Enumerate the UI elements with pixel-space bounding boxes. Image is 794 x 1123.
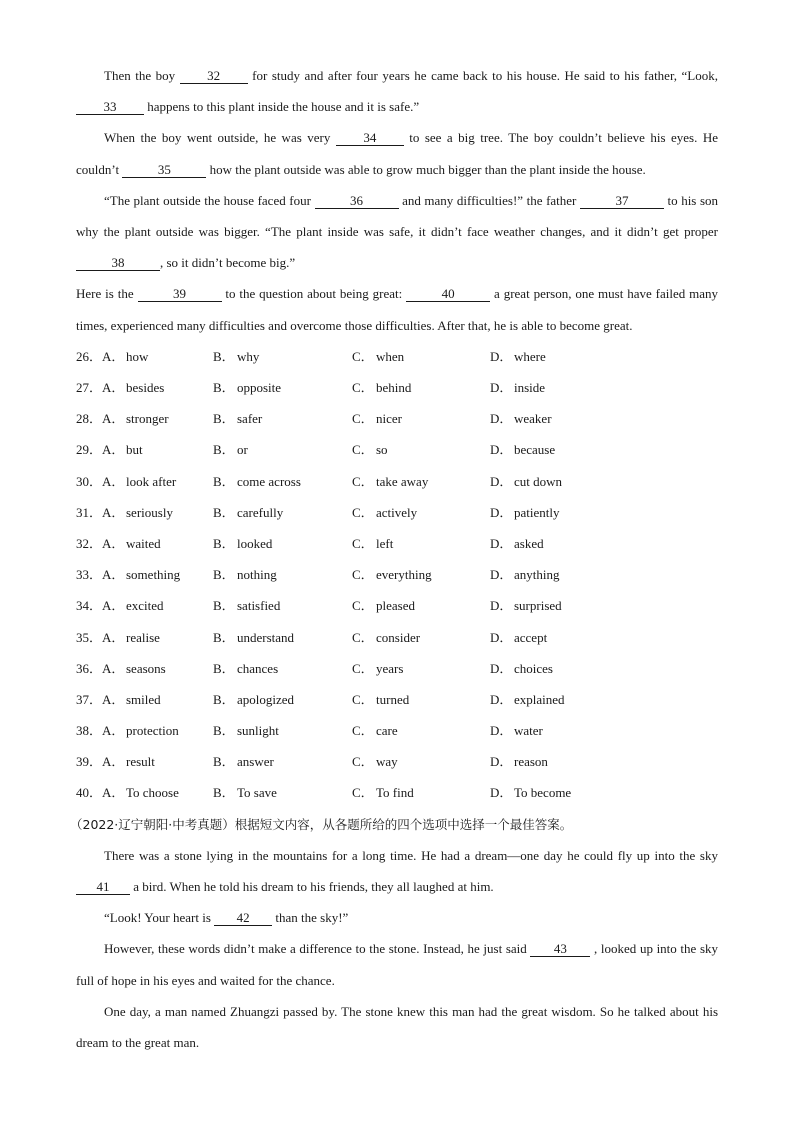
option-letter: C． bbox=[352, 380, 374, 396]
option-letter: B． bbox=[213, 380, 235, 396]
option-letter: A． bbox=[102, 598, 125, 614]
text-run: a bird. When he told his dream to his friends, they all laughed at him. bbox=[130, 879, 494, 895]
question-number: 38． bbox=[76, 723, 103, 739]
option-text: nicer bbox=[376, 411, 402, 427]
document-page bbox=[70, 60, 719, 1058]
option-text: because bbox=[514, 442, 556, 458]
option-text: left bbox=[376, 535, 394, 551]
option-b bbox=[213, 434, 248, 465]
blank-38: 38 bbox=[76, 256, 160, 271]
option-letter: C． bbox=[352, 660, 374, 676]
text-run: to the question about being great: bbox=[221, 286, 407, 302]
option-text: seriously bbox=[126, 504, 173, 520]
option-text: smiled bbox=[126, 691, 161, 707]
option-a bbox=[102, 684, 161, 715]
text-run: to see a big tree. The boy couldn’t believe his eyes. He couldn’t bbox=[76, 130, 718, 177]
question-number: 35． bbox=[76, 629, 103, 645]
option-d bbox=[490, 715, 543, 746]
option-row bbox=[76, 372, 718, 403]
option-text: weaker bbox=[514, 411, 552, 427]
option-b bbox=[213, 622, 294, 653]
question-number: 26． bbox=[76, 348, 103, 364]
blank-39: 39 bbox=[138, 287, 222, 302]
option-b bbox=[213, 746, 274, 777]
option-letter: A． bbox=[102, 785, 125, 801]
option-text: explained bbox=[514, 691, 565, 707]
option-letter: B． bbox=[213, 567, 235, 583]
option-text: chances bbox=[237, 660, 279, 676]
option-row bbox=[76, 684, 718, 715]
option-row bbox=[76, 497, 718, 528]
blank-43: 43 bbox=[530, 942, 590, 957]
question-number: 30． bbox=[76, 473, 103, 489]
option-text: apologized bbox=[237, 691, 295, 707]
text-run: , looked up into the sky full of hope in his eyes and waited for the chance. bbox=[76, 941, 719, 988]
option-row bbox=[76, 434, 718, 465]
option-letter: C． bbox=[352, 567, 374, 583]
option-d bbox=[490, 653, 553, 684]
text-run: “The plant outside the house faced four bbox=[104, 192, 315, 208]
option-letter: C． bbox=[352, 442, 374, 458]
option-c bbox=[352, 746, 398, 777]
passage2-paragraph-4: One day, a man named Zhuangzi passed by. The stone knew this man had the great wisdom. So he talked about his dream to the great man. bbox=[76, 1003, 718, 1051]
option-c bbox=[352, 622, 420, 653]
option-letter: C． bbox=[352, 504, 374, 520]
option-a bbox=[102, 746, 155, 777]
option-text: when bbox=[376, 348, 405, 364]
option-a bbox=[102, 466, 176, 497]
option-text: asked bbox=[514, 535, 544, 551]
blank-40: 40 bbox=[406, 287, 490, 302]
option-c bbox=[352, 653, 403, 684]
option-letter: B． bbox=[213, 442, 235, 458]
option-text: anything bbox=[514, 567, 560, 583]
option-text: To find bbox=[376, 785, 414, 801]
option-a bbox=[102, 372, 164, 403]
text-run: than the sky!” bbox=[272, 910, 349, 926]
option-c bbox=[352, 715, 398, 746]
blank-34: 34 bbox=[336, 131, 404, 146]
option-d bbox=[490, 590, 562, 621]
option-d bbox=[490, 372, 545, 403]
option-letter: A． bbox=[102, 380, 125, 396]
option-text: come across bbox=[237, 473, 301, 489]
option-a bbox=[102, 341, 148, 372]
option-text: choices bbox=[514, 660, 553, 676]
option-letter: B． bbox=[213, 535, 235, 551]
option-b bbox=[213, 653, 278, 684]
option-text: inside bbox=[514, 380, 546, 396]
option-a bbox=[102, 497, 173, 528]
blank-42: 42 bbox=[214, 911, 272, 926]
option-d bbox=[490, 497, 560, 528]
option-letter: B． bbox=[213, 723, 235, 739]
option-a bbox=[102, 622, 160, 653]
option-d bbox=[490, 528, 544, 559]
option-letter: B． bbox=[213, 754, 235, 770]
option-text: result bbox=[126, 754, 155, 770]
option-d bbox=[490, 622, 547, 653]
option-row bbox=[76, 466, 718, 497]
option-text: carefully bbox=[237, 504, 284, 520]
question-number: 33． bbox=[76, 567, 103, 583]
passage-paragraph-4 bbox=[76, 278, 718, 340]
question-number: 29． bbox=[76, 442, 103, 458]
blank-36: 36 bbox=[315, 194, 399, 209]
option-letter: D． bbox=[490, 567, 513, 583]
question-number: 34． bbox=[76, 598, 103, 614]
option-text: way bbox=[376, 754, 398, 770]
option-b bbox=[213, 559, 277, 590]
option-row bbox=[76, 341, 718, 372]
option-c bbox=[352, 497, 417, 528]
option-text: something bbox=[126, 567, 181, 583]
blank-35: 35 bbox=[122, 163, 206, 178]
text-run: for study and after four years he came back to his house. He said to his father, “Look, bbox=[247, 68, 718, 83]
option-letter: D． bbox=[490, 504, 513, 520]
option-letter: B． bbox=[213, 504, 235, 520]
option-letter: A． bbox=[102, 629, 125, 645]
option-text: take away bbox=[376, 473, 429, 489]
option-letter: A． bbox=[102, 442, 125, 458]
text-run: There was a stone lying in the mountains for a long time. He had a dream—one day he could fly up into the sky bbox=[104, 847, 718, 863]
text-run: , so it didn’t become big.” bbox=[160, 255, 296, 271]
option-a bbox=[102, 559, 180, 590]
option-text: or bbox=[237, 442, 248, 458]
option-text: pleased bbox=[376, 598, 415, 614]
option-b bbox=[213, 684, 294, 715]
option-row bbox=[76, 528, 718, 559]
option-text: but bbox=[126, 442, 143, 458]
option-text: To become bbox=[514, 785, 572, 801]
option-text: years bbox=[376, 660, 404, 676]
text-run: However, these words didn’t make a difference to the stone. Instead, he just said bbox=[104, 941, 531, 957]
option-text: looked bbox=[237, 535, 273, 551]
option-row bbox=[76, 746, 718, 777]
blank-32: 32 bbox=[180, 69, 248, 84]
text-run: “Look! Your heart is bbox=[104, 910, 215, 926]
option-letter: B． bbox=[213, 598, 235, 614]
text-run: Then the boy bbox=[104, 68, 180, 83]
blank-33: 33 bbox=[76, 100, 144, 115]
option-letter: A． bbox=[102, 660, 125, 676]
option-text: To choose bbox=[126, 785, 179, 801]
option-row bbox=[76, 622, 718, 653]
option-a bbox=[102, 528, 161, 559]
option-text: cut down bbox=[514, 473, 563, 489]
option-letter: B． bbox=[213, 348, 235, 364]
option-letter: D． bbox=[490, 380, 513, 396]
option-b bbox=[213, 715, 279, 746]
option-b bbox=[213, 497, 283, 528]
option-row bbox=[76, 653, 718, 684]
option-d bbox=[490, 684, 565, 715]
option-letter: A． bbox=[102, 411, 125, 427]
option-letter: C． bbox=[352, 754, 374, 770]
answer-options-list bbox=[76, 341, 718, 809]
option-a bbox=[102, 590, 164, 621]
option-d bbox=[490, 746, 548, 777]
passage-paragraph-2 bbox=[76, 122, 718, 184]
option-text: sunlight bbox=[237, 723, 279, 739]
option-c bbox=[352, 403, 402, 434]
option-d bbox=[490, 466, 562, 497]
option-letter: A． bbox=[102, 535, 125, 551]
option-letter: C． bbox=[352, 691, 374, 707]
option-c bbox=[352, 590, 415, 621]
option-letter: B． bbox=[213, 785, 235, 801]
option-text: accept bbox=[514, 629, 548, 645]
option-letter: A． bbox=[102, 504, 125, 520]
option-text: so bbox=[376, 442, 388, 458]
option-a bbox=[102, 434, 143, 465]
option-letter: D． bbox=[490, 785, 513, 801]
option-letter: D． bbox=[490, 535, 513, 551]
option-text: behind bbox=[376, 380, 412, 396]
option-text: protection bbox=[126, 723, 179, 739]
option-a bbox=[102, 715, 179, 746]
option-letter: B． bbox=[213, 660, 235, 676]
passage2-paragraph-1 bbox=[76, 840, 718, 902]
option-text: turned bbox=[376, 691, 410, 707]
option-b bbox=[213, 528, 272, 559]
blank-41: 41 bbox=[76, 880, 130, 895]
option-text: answer bbox=[237, 754, 274, 770]
option-text: how bbox=[126, 348, 149, 364]
option-c bbox=[352, 434, 388, 465]
option-a bbox=[102, 653, 166, 684]
option-letter: A． bbox=[102, 473, 125, 489]
option-b bbox=[213, 777, 277, 808]
option-text: reason bbox=[514, 754, 548, 770]
text-run: Here is the bbox=[76, 286, 138, 302]
option-c bbox=[352, 777, 414, 808]
option-a bbox=[102, 777, 179, 808]
option-text: satisfied bbox=[237, 598, 281, 614]
option-text: water bbox=[514, 723, 543, 739]
option-letter: D． bbox=[490, 348, 513, 364]
text-run: to his son why the plant outside was bigger. “The plant inside was safe, it didn’t face weather changes, and it didn’t get proper bbox=[76, 192, 718, 240]
option-text: look after bbox=[126, 473, 177, 489]
option-letter: C． bbox=[352, 473, 374, 489]
text-run: When the boy went outside, he was very bbox=[104, 130, 336, 146]
question-number: 37． bbox=[76, 691, 103, 707]
option-b bbox=[213, 372, 281, 403]
section-heading: （2022·辽宁朝阳·中考真题）根据短文内容，从各题所给的四个选项中选择一个最佳答案。 bbox=[70, 816, 573, 832]
option-text: why bbox=[237, 348, 260, 364]
text-run: how the plant outside was able to grow much bigger than the plant inside the house. bbox=[206, 161, 646, 177]
option-text: realise bbox=[126, 629, 160, 645]
question-number: 40． bbox=[76, 785, 103, 801]
question-number: 36． bbox=[76, 660, 103, 676]
option-text: patiently bbox=[514, 504, 560, 520]
passage-paragraph-3 bbox=[76, 185, 718, 279]
option-text: To save bbox=[237, 785, 277, 801]
option-letter: D． bbox=[490, 473, 513, 489]
option-letter: D． bbox=[490, 723, 513, 739]
option-text: surprised bbox=[514, 598, 562, 614]
option-letter: D． bbox=[490, 411, 513, 427]
question-number: 27． bbox=[76, 380, 103, 396]
option-c bbox=[352, 372, 411, 403]
option-c bbox=[352, 466, 428, 497]
option-text: stronger bbox=[126, 411, 169, 427]
option-b bbox=[213, 403, 262, 434]
option-text: safer bbox=[237, 411, 263, 427]
option-text: waited bbox=[126, 535, 161, 551]
option-letter: B． bbox=[213, 691, 235, 707]
question-number: 39． bbox=[76, 754, 103, 770]
option-letter: A． bbox=[102, 754, 125, 770]
option-letter: D． bbox=[490, 691, 513, 707]
option-c bbox=[352, 559, 432, 590]
option-letter: A． bbox=[102, 691, 125, 707]
option-letter: C． bbox=[352, 411, 374, 427]
option-text: excited bbox=[126, 598, 164, 614]
option-c bbox=[352, 341, 404, 372]
option-text: consider bbox=[376, 629, 421, 645]
option-text: understand bbox=[237, 629, 295, 645]
option-letter: C． bbox=[352, 723, 374, 739]
option-letter: B． bbox=[213, 629, 235, 645]
option-a bbox=[102, 403, 169, 434]
option-row bbox=[76, 715, 718, 746]
blank-37: 37 bbox=[580, 194, 664, 209]
option-letter: A． bbox=[102, 348, 125, 364]
option-c bbox=[352, 684, 409, 715]
option-b bbox=[213, 590, 280, 621]
option-row bbox=[76, 559, 718, 590]
text-run: a great person, one must have failed many times, experienced many difficulties and overcome those difficulties. After that, he is able to become great. bbox=[76, 286, 719, 333]
option-text: actively bbox=[376, 504, 418, 520]
option-text: where bbox=[514, 348, 546, 364]
question-number: 28． bbox=[76, 411, 103, 427]
option-row bbox=[76, 777, 718, 808]
passage2-paragraph-3 bbox=[76, 933, 718, 995]
option-letter: A． bbox=[102, 723, 125, 739]
option-text: seasons bbox=[126, 660, 166, 676]
passage-paragraph-1 bbox=[76, 60, 718, 122]
option-row bbox=[76, 590, 718, 621]
option-letter: C． bbox=[352, 629, 374, 645]
option-letter: D． bbox=[490, 442, 513, 458]
option-b bbox=[213, 341, 259, 372]
text-run: happens to this plant inside the house and it is safe.” bbox=[144, 99, 420, 115]
question-number: 32． bbox=[76, 535, 103, 551]
option-text: nothing bbox=[237, 567, 277, 583]
question-number: 31． bbox=[76, 504, 103, 520]
option-letter: D． bbox=[490, 598, 513, 614]
option-text: everything bbox=[376, 567, 432, 583]
option-text: care bbox=[376, 723, 398, 739]
option-d bbox=[490, 559, 560, 590]
option-letter: B． bbox=[213, 411, 235, 427]
option-letter: C． bbox=[352, 348, 374, 364]
option-letter: B． bbox=[213, 473, 235, 489]
text-run: and many difficulties!” the father bbox=[398, 192, 580, 208]
option-letter: A． bbox=[102, 567, 125, 583]
option-letter: C． bbox=[352, 535, 374, 551]
option-c bbox=[352, 528, 393, 559]
option-letter: D． bbox=[490, 660, 513, 676]
option-letter: D． bbox=[490, 629, 513, 645]
option-letter: C． bbox=[352, 785, 374, 801]
option-text: opposite bbox=[237, 380, 282, 396]
option-d bbox=[490, 777, 571, 808]
option-row bbox=[76, 403, 718, 434]
option-letter: C． bbox=[352, 598, 374, 614]
option-text: besides bbox=[126, 380, 165, 396]
option-d bbox=[490, 403, 552, 434]
option-b bbox=[213, 466, 301, 497]
option-d bbox=[490, 434, 555, 465]
option-d bbox=[490, 341, 546, 372]
passage2-paragraph-2 bbox=[76, 902, 718, 933]
option-letter: D． bbox=[490, 754, 513, 770]
